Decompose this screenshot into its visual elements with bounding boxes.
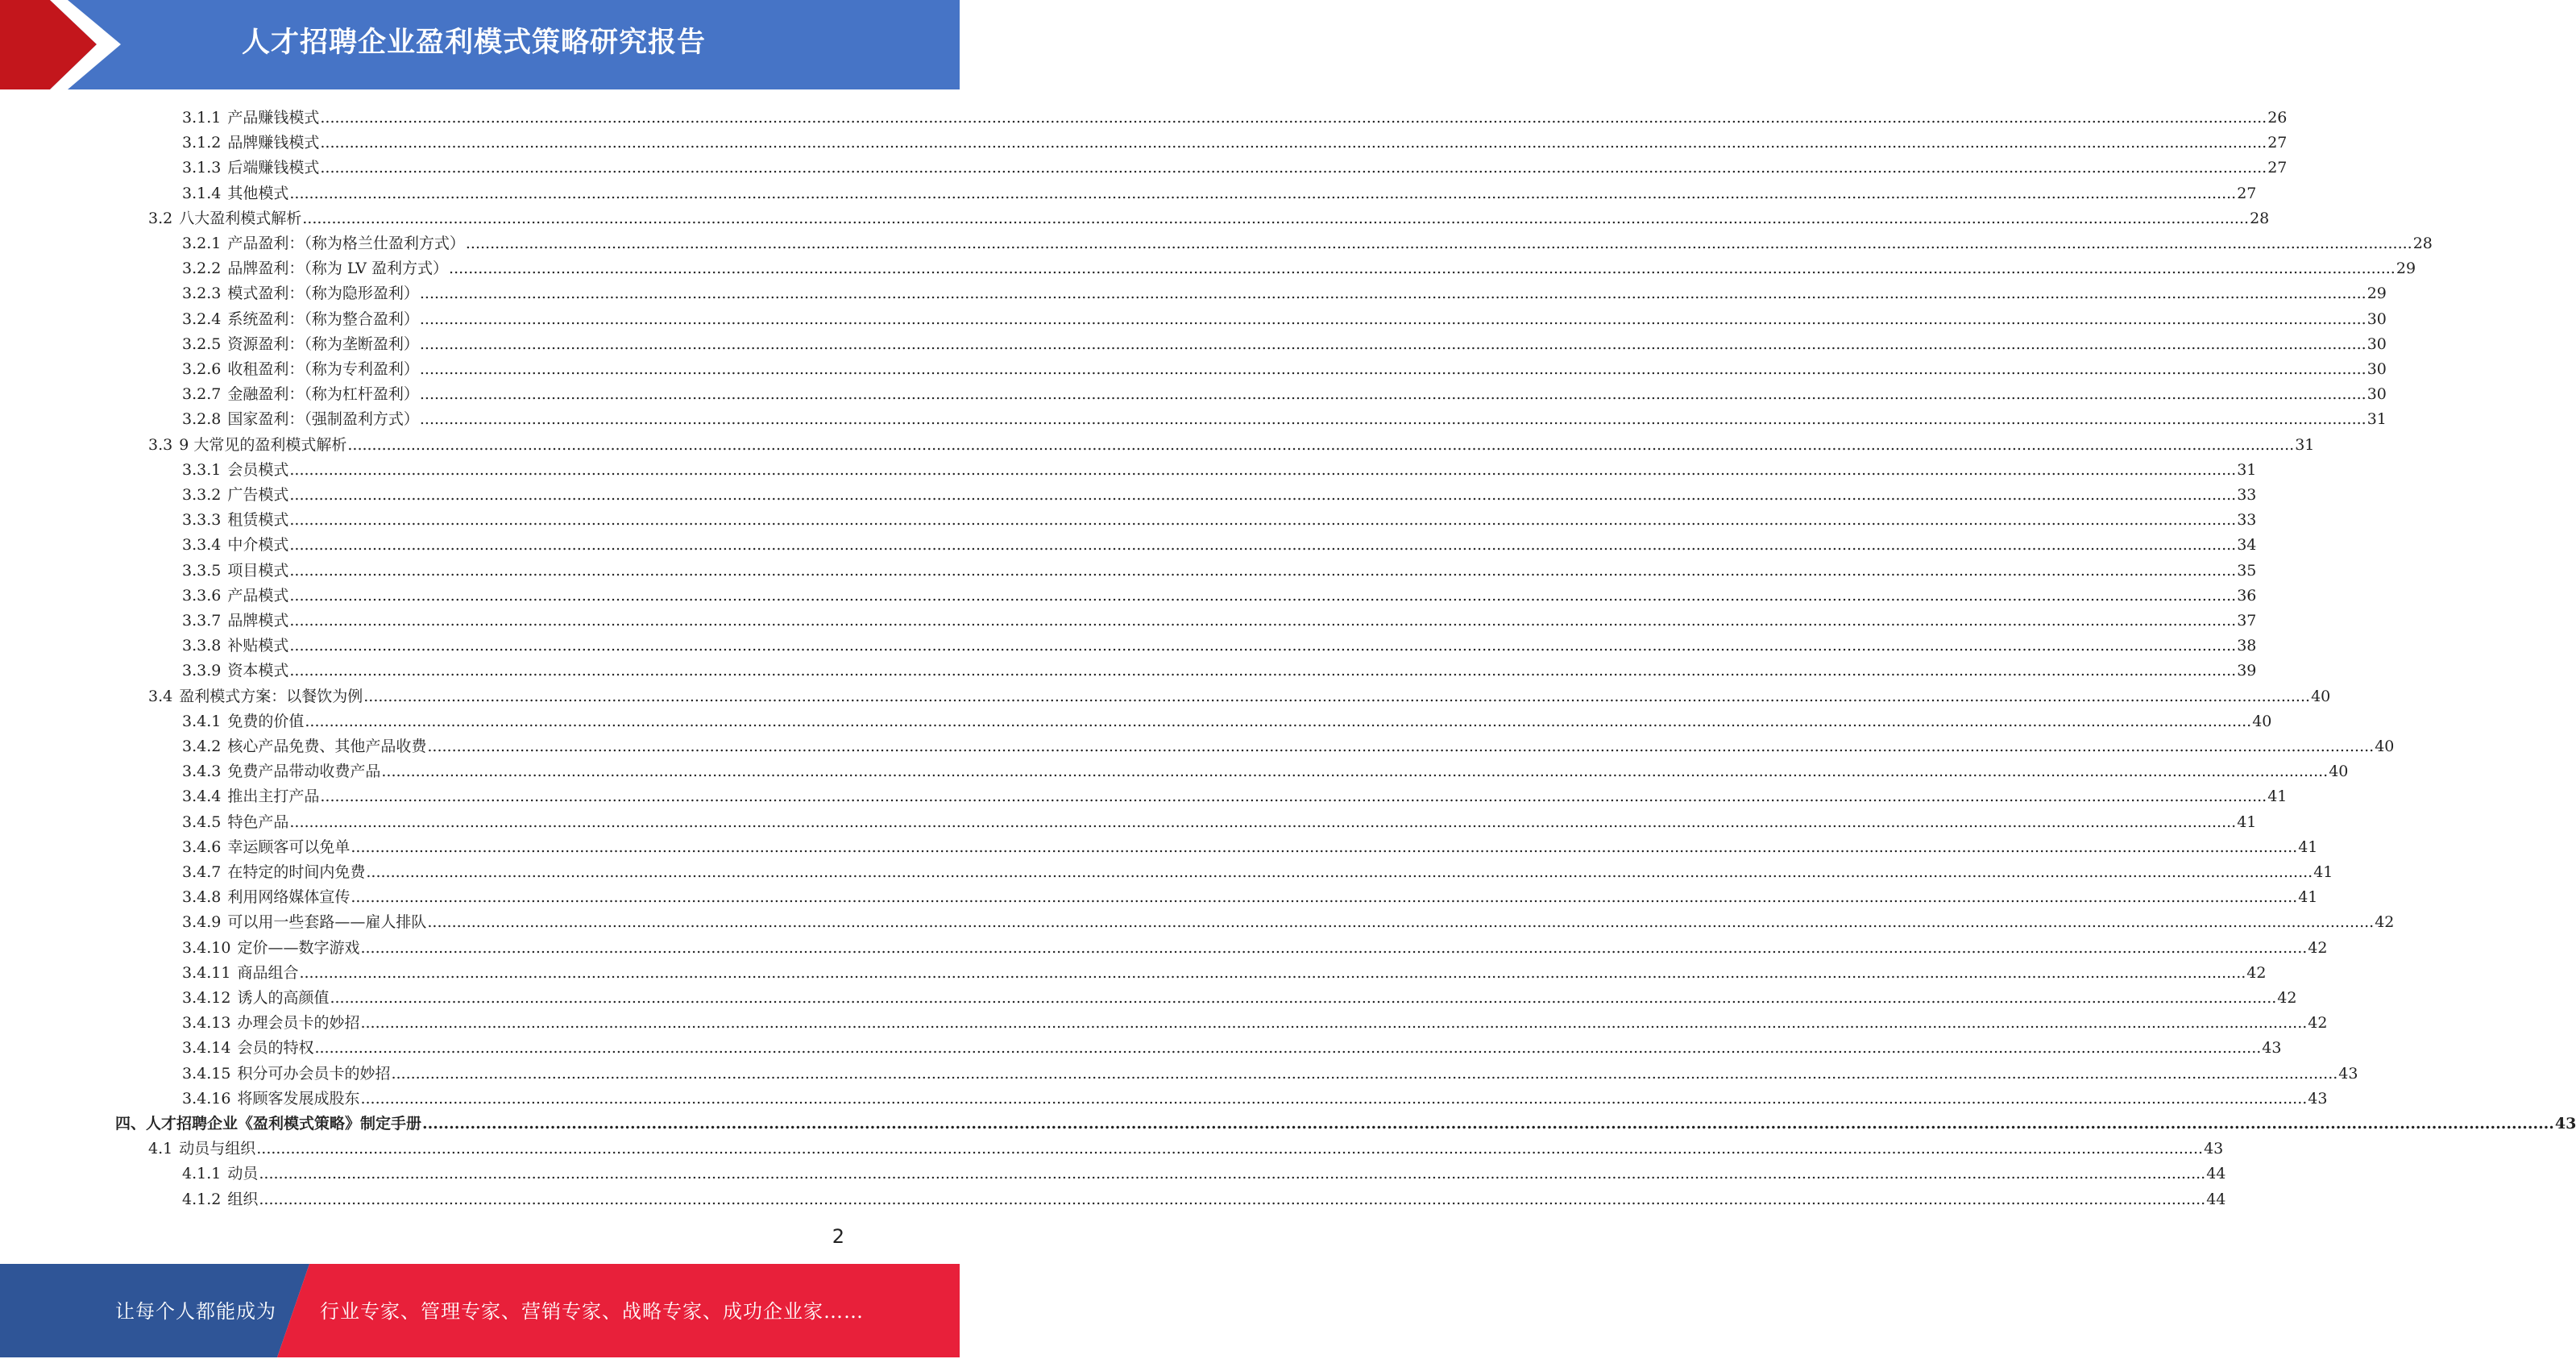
toc-dot-leader: ................................................................................................................................................................................................................................................................................................................................................................................................................ [465,235,2412,252]
toc-entry-title: 9 大常见的盈利模式解析 [179,436,347,454]
toc-entry-title: 定价——数字游戏 [237,939,360,957]
toc-entry[interactable] [182,277,2387,302]
toc-entry-title: 国家盈利：（强制盈利方式） [227,410,419,428]
toc-dot-leader: ................................................................................................................................................................................................................................................................................................................................................................................................................ [320,788,2267,805]
toc-entry-page: 30 [2367,335,2387,353]
toc-dot-leader: ................................................................................................................................................................................................................................................................................................................................................................................................................ [419,310,2367,328]
toc-entry-page: 31 [2367,410,2387,428]
toc-entry[interactable] [182,102,2288,127]
toc-dot-leader: ................................................................................................................................................................................................................................................................................................................................................................................................................ [299,964,2246,982]
toc-entry-title: 诱人的高颜值 [237,989,330,1007]
toc-entry-number: 3.1.1 [182,109,222,127]
toc-entry-number: 3.3.5 [182,562,222,580]
toc-entry-title: 幸运顾客可以免单 [227,838,351,856]
toc-entry-page: 35 [2237,562,2257,580]
toc-entry-page: 40 [2252,713,2272,730]
toc-entry-title: 中介模式 [227,536,289,554]
toc-dot-leader: ................................................................................................................................................................................................................................................................................................................................................................................................................ [320,159,2267,177]
toc-dot-leader: ................................................................................................................................................................................................................................................................................................................................................................................................................ [289,536,2237,554]
toc-entry[interactable] [182,1083,2328,1108]
footer-slogan-left: 让每个人都能成为 [115,1300,276,1323]
toc-entry-title: 特色产品 [227,813,289,831]
toc-entry-number: 3.1.3 [182,159,222,177]
toc-entry-page: 36 [2237,587,2257,605]
toc-entry[interactable] [182,932,2328,957]
toc-entry-title: 资本模式 [227,662,289,680]
toc-entry[interactable] [182,529,2257,554]
toc-entry-title: 利用网络媒体宣传 [227,888,351,906]
toc-entry-page: 43 [2338,1065,2358,1083]
toc-entry[interactable] [182,580,2257,605]
toc-entry-title: 资源盈利：（称为垄断盈利） [227,335,419,353]
toc-entry-number: 3.3.1 [182,461,222,479]
toc-entry-page: 33 [2237,486,2257,504]
toc-dot-leader: ................................................................................................................................................................................................................................................................................................................................................................................................................ [363,688,2311,705]
toc-entry-page: 33 [2237,511,2257,529]
toc-entry-page: 29 [2396,260,2416,277]
toc-entry-number: 3.3 [148,436,173,454]
toc-entry[interactable] [182,705,2272,730]
toc-entry-page: 31 [2237,461,2257,479]
toc-entry[interactable] [182,454,2257,479]
toc-entry-number: 3.1.2 [182,134,222,152]
toc-entry-number: 3.2.7 [182,385,222,403]
toc-entry-title: 动员与组织 [179,1140,256,1157]
toc-entry-title: 将顾客发展成股东 [237,1090,360,1108]
toc-entry-number: 3.4.6 [182,838,222,856]
toc-entry[interactable] [182,906,2395,931]
toc-entry[interactable] [182,1183,2226,1208]
toc-entry-number: 3.3.6 [182,587,222,605]
toc-entry-page: 37 [2237,612,2257,630]
toc-entry-title: 产品盈利：（称为格兰仕盈利方式） [227,235,465,252]
toc-entry-page: 31 [2295,436,2315,454]
toc-entry-page: 41 [2313,863,2333,881]
toc-dot-leader: ................................................................................................................................................................................................................................................................................................................................................................................................................ [302,210,2250,227]
toc-entry-number: 3.2 [148,210,173,227]
toc-entry-title: 广告模式 [227,486,289,504]
toc-entry-title: 品牌赚钱模式 [227,134,320,152]
toc-entry-number: 3.2.2 [182,260,222,277]
toc-entry[interactable] [182,655,2257,680]
toc-dot-leader: ................................................................................................................................................................................................................................................................................................................................................................................................................ [351,838,2298,856]
toc-dot-leader: ................................................................................................................................................................................................................................................................................................................................................................................................................ [320,134,2267,152]
toc-entry-page: 39 [2237,662,2257,680]
toc-dot-leader: ................................................................................................................................................................................................................................................................................................................................................................................................................ [449,260,2396,277]
toc-entry[interactable] [182,982,2297,1007]
toc-entry-page: 28 [2250,210,2270,227]
toc-entry[interactable] [182,1032,2282,1057]
document-title: 人才招聘企业盈利模式策略研究报告 [242,27,707,59]
toc-entry[interactable] [148,429,2315,454]
toc-entry-number: 3.2.5 [182,335,222,353]
toc-entry[interactable] [182,303,2387,328]
toc-entry-page: 41 [2298,838,2318,856]
toc-entry[interactable] [182,605,2257,630]
toc-entry-number: 4.1.2 [182,1191,222,1208]
toc-dot-leader: ................................................................................................................................................................................................................................................................................................................................................................................................................ [256,1140,2204,1157]
toc-dot-leader: ................................................................................................................................................................................................................................................................................................................................................................................................................ [381,763,2329,780]
toc-entry[interactable] [182,755,2349,780]
toc-entry-title: 产品模式 [227,587,289,605]
toc-entry-number: 3.4.8 [182,888,222,906]
toc-entry[interactable] [148,202,2270,227]
toc-entry-page: 44 [2206,1191,2226,1208]
toc-entry-title: 租赁模式 [227,511,289,529]
toc-entry-page: 29 [2367,285,2387,302]
toc-entry-title: 产品赚钱模式 [227,109,320,127]
toc-dot-leader: ................................................................................................................................................................................................................................................................................................................................................................................................................ [259,1191,2206,1208]
toc-entry-title: 模式盈利：（称为隐形盈利） [227,285,419,302]
toc-entry-page: 43 [2204,1140,2224,1157]
toc-entry-title: 免费产品带动收费产品 [227,763,381,780]
toc-entry-number: 4.1.1 [182,1165,222,1182]
toc-entry-title: 盈利模式方案：以餐饮为例 [179,688,363,705]
toc-entry-title: 品牌模式 [227,612,289,630]
toc-dot-leader: ................................................................................................................................................................................................................................................................................................................................................................................................................ [347,436,2295,454]
toc-entry-number: 3.4.10 [182,939,231,957]
toc-entry-title: 后端赚钱模式 [227,159,320,177]
toc-entry[interactable] [182,806,2257,831]
toc-dot-leader: ................................................................................................................................................................................................................................................................................................................................................................................................................ [289,486,2237,504]
toc-dot-leader: ................................................................................................................................................................................................................................................................................................................................................................................................................ [419,285,2367,302]
toc-entry-number: 3.4.14 [182,1039,231,1057]
toc-entry[interactable] [182,403,2387,428]
toc-entry-title: 办理会员卡的妙招 [237,1014,360,1032]
page-number: 2 [832,1225,844,1248]
toc-entry-number: 3.4.12 [182,989,231,1007]
toc-dot-leader: ................................................................................................................................................................................................................................................................................................................................................................................................................ [289,562,2237,580]
toc-entry-page: 38 [2237,637,2257,655]
toc-dot-leader: ................................................................................................................................................................................................................................................................................................................................................................................................................ [289,637,2237,655]
toc-entry-page: 41 [2267,788,2288,805]
toc-entry-number: 3.4.4 [182,788,222,805]
toc-entry-title: 会员的特权 [237,1039,314,1057]
toc-dot-leader: ................................................................................................................................................................................................................................................................................................................................................................................................................ [289,185,2237,202]
toc-dot-leader: ................................................................................................................................................................................................................................................................................................................................................................................................................ [259,1165,2206,1182]
toc-entry-number: 3.4.13 [182,1014,231,1032]
toc-entry-number: 4.1 [148,1140,173,1157]
footer-slogan-right: 行业专家、管理专家、营销专家、战略专家、成功企业家…… [320,1300,864,1323]
toc-entry[interactable] [182,328,2387,353]
toc-entry-title: 在特定的时间内免费 [227,863,366,881]
toc-entry-number: 3.2.8 [182,410,222,428]
toc-entry-title: 项目模式 [227,562,289,580]
toc-dot-leader: ................................................................................................................................................................................................................................................................................................................................................................................................................ [419,385,2367,403]
toc-entry[interactable] [182,1157,2226,1182]
toc-entry-number: 3.3.3 [182,511,222,529]
toc-entry-page: 27 [2267,134,2288,152]
toc-entry-number: 3.4.2 [182,738,222,755]
toc-entry[interactable] [182,1007,2328,1032]
toc-entry-number: 3.3.9 [182,662,222,680]
toc-dot-leader: ................................................................................................................................................................................................................................................................................................................................................................................................................ [427,738,2375,755]
toc-entry-page: 43 [2308,1090,2328,1108]
toc-entry[interactable] [148,1132,2224,1157]
toc-entry-number: 3.4.1 [182,713,222,730]
toc-entry-title: 系统盈利：（称为整合盈利） [227,310,419,328]
toc-entry-number: 3.4.11 [182,964,231,982]
toc-entry-page: 30 [2367,385,2387,403]
toc-entry[interactable] [182,152,2288,177]
toc-entry-title: 其他模式 [227,185,289,202]
toc-entry-page: 40 [2329,763,2349,780]
toc-entry-title: 积分可办会员卡的妙招 [237,1065,391,1083]
toc-entry-page: 40 [2375,738,2395,755]
toc-entry[interactable] [182,881,2318,906]
toc-entry-number: 3.2.6 [182,360,222,378]
toc-entry[interactable] [182,227,2433,252]
toc-entry-number: 3.3.4 [182,536,222,554]
toc-entry[interactable] [182,479,2257,504]
toc-entry-title: 补贴模式 [227,637,289,655]
toc-entry-number: 3.4 [148,688,173,705]
toc-entry-page: 30 [2367,310,2387,328]
toc-dot-leader: ................................................................................................................................................................................................................................................................................................................................................................................................................ [305,713,2252,730]
toc-entry-number: 3.3.2 [182,486,222,504]
toc-entry-page: 28 [2412,235,2433,252]
toc-entry-title: 核心产品免费、其他产品收费 [227,738,427,755]
toc-entry-page: 41 [2298,888,2318,906]
toc-entry-page: 43 [2554,1115,2576,1132]
toc-entry[interactable] [182,252,2416,277]
toc-entry-page: 27 [2267,159,2288,177]
toc-entry-number: 3.4.16 [182,1090,231,1108]
toc-entry-page: 42 [2308,939,2328,957]
toc-dot-leader: ................................................................................................................................................................................................................................................................................................................................................................................................................ [314,1039,2262,1057]
toc-entry-page: 26 [2267,109,2288,127]
toc-entry-number: 3.4.3 [182,763,222,780]
toc-dot-leader: ................................................................................................................................................................................................................................................................................................................................................................................................................ [360,1014,2308,1032]
toc-dot-leader: ................................................................................................................................................................................................................................................................................................................................................................................................................ [289,813,2237,831]
toc-entry-title: 八大盈利模式解析 [179,210,302,227]
toc-dot-leader: ................................................................................................................................................................................................................................................................................................................................................................................................................ [330,989,2277,1007]
toc-entry[interactable] [182,831,2318,856]
toc-entry-number: 3.3.7 [182,612,222,630]
toc-entry-title: 动员 [227,1165,259,1182]
header-banner [0,0,960,89]
toc-entry-title: 组织 [227,1191,259,1208]
toc-entry-page: 30 [2367,360,2387,378]
toc-entry[interactable] [182,730,2395,755]
toc-entry-page: 42 [2375,913,2395,931]
toc-dot-leader: ................................................................................................................................................................................................................................................................................................................................................................................................................ [427,913,2375,931]
toc-entry-page: 42 [2277,989,2297,1007]
toc-dot-leader: ................................................................................................................................................................................................................................................................................................................................................................................................................ [289,587,2237,605]
toc-entry-title: 四、人才招聘企业《盈利模式策略》制定手册 [115,1115,422,1132]
toc-entry-number: 3.2.4 [182,310,222,328]
toc-dot-leader: ................................................................................................................................................................................................................................................................................................................................................................................................................ [320,109,2267,127]
toc-entry-page: 44 [2206,1165,2226,1182]
toc-entry[interactable] [182,780,2288,805]
toc-dot-leader: ................................................................................................................................................................................................................................................................................................................................................................................................................ [351,888,2298,906]
toc-dot-leader: ................................................................................................................................................................................................................................................................................................................................................................................................................ [391,1065,2338,1083]
toc-entry[interactable] [182,504,2257,529]
toc-entry-page: 40 [2311,688,2331,705]
toc-entry-title: 可以用一些套路——雇人排队 [227,913,427,931]
toc-entry-title: 商品组合 [237,964,299,982]
toc-entry[interactable] [182,1058,2358,1083]
toc-dot-leader: ................................................................................................................................................................................................................................................................................................................................................................................................................ [289,461,2237,479]
footer-banner [0,1264,960,1357]
toc-entry-number: 3.3.8 [182,637,222,655]
toc-dot-leader: ................................................................................................................................................................................................................................................................................................................................................................................................................ [289,612,2237,630]
toc-entry-number: 3.2.3 [182,285,222,302]
toc-entry-title: 免费的价值 [227,713,305,730]
toc-entry-page: 42 [2246,964,2267,982]
toc-entry[interactable] [182,127,2288,152]
toc-entry-page: 27 [2237,185,2257,202]
toc-dot-leader: ................................................................................................................................................................................................................................................................................................................................................................................................................ [360,939,2308,957]
toc-entry[interactable] [182,555,2257,580]
toc-entry-number: 3.4.9 [182,913,222,931]
toc-dot-leader: ................................................................................................................................................................................................................................................................................................................................................................................................................ [289,511,2237,529]
toc-entry-number: 3.4.15 [182,1065,231,1083]
toc-entry-number: 3.1.4 [182,185,222,202]
toc-entry[interactable] [182,177,2257,202]
toc-entry-page: 41 [2237,813,2257,831]
toc-entry-page: 43 [2262,1039,2282,1057]
toc-dot-leader: ................................................................................................................................................................................................................................................................................................................................................................................................................ [419,335,2367,353]
header-red-chevron [0,0,129,89]
toc-entry[interactable] [148,680,2331,705]
toc-dot-leader: ................................................................................................................................................................................................................................................................................................................................................................................................................ [366,863,2313,881]
toc-entry-number: 3.2.1 [182,235,222,252]
toc-dot-leader: ................................................................................................................................................................................................................................................................................................................................................................................................................ [419,410,2367,428]
toc-entry[interactable] [182,353,2387,378]
toc-dot-leader: ................................................................................................................................................................................................................................................................................................................................................................................................................ [289,662,2237,680]
toc-entry[interactable] [182,957,2267,982]
toc-entry-title: 推出主打产品 [227,788,320,805]
toc-entry-number: 3.4.5 [182,813,222,831]
toc-entry-page: 42 [2308,1014,2328,1032]
toc-entry[interactable] [182,630,2257,655]
toc-entry-number: 3.4.7 [182,863,222,881]
toc-entry[interactable] [115,1108,2576,1132]
toc-dot-leader: ................................................................................................................................................................................................................................................................................................................................................................................................................ [360,1090,2308,1108]
toc-entry-title: 会员模式 [227,461,289,479]
toc-entry-title: 品牌盈利：（称为 LV 盈利方式） [227,260,449,277]
toc-entry-page: 34 [2237,536,2257,554]
toc-entry-title: 收租盈利：（称为专利盈利） [227,360,419,378]
toc-entry-title: 金融盈利：（称为杠杆盈利） [227,385,419,403]
toc-entry[interactable] [182,856,2333,881]
toc-entry[interactable] [182,378,2387,403]
toc-dot-leader: ................................................................................................................................................................................................................................................................................................................................................................................................................ [422,1115,2554,1132]
toc-dot-leader: ................................................................................................................................................................................................................................................................................................................................................................................................................ [419,360,2367,378]
